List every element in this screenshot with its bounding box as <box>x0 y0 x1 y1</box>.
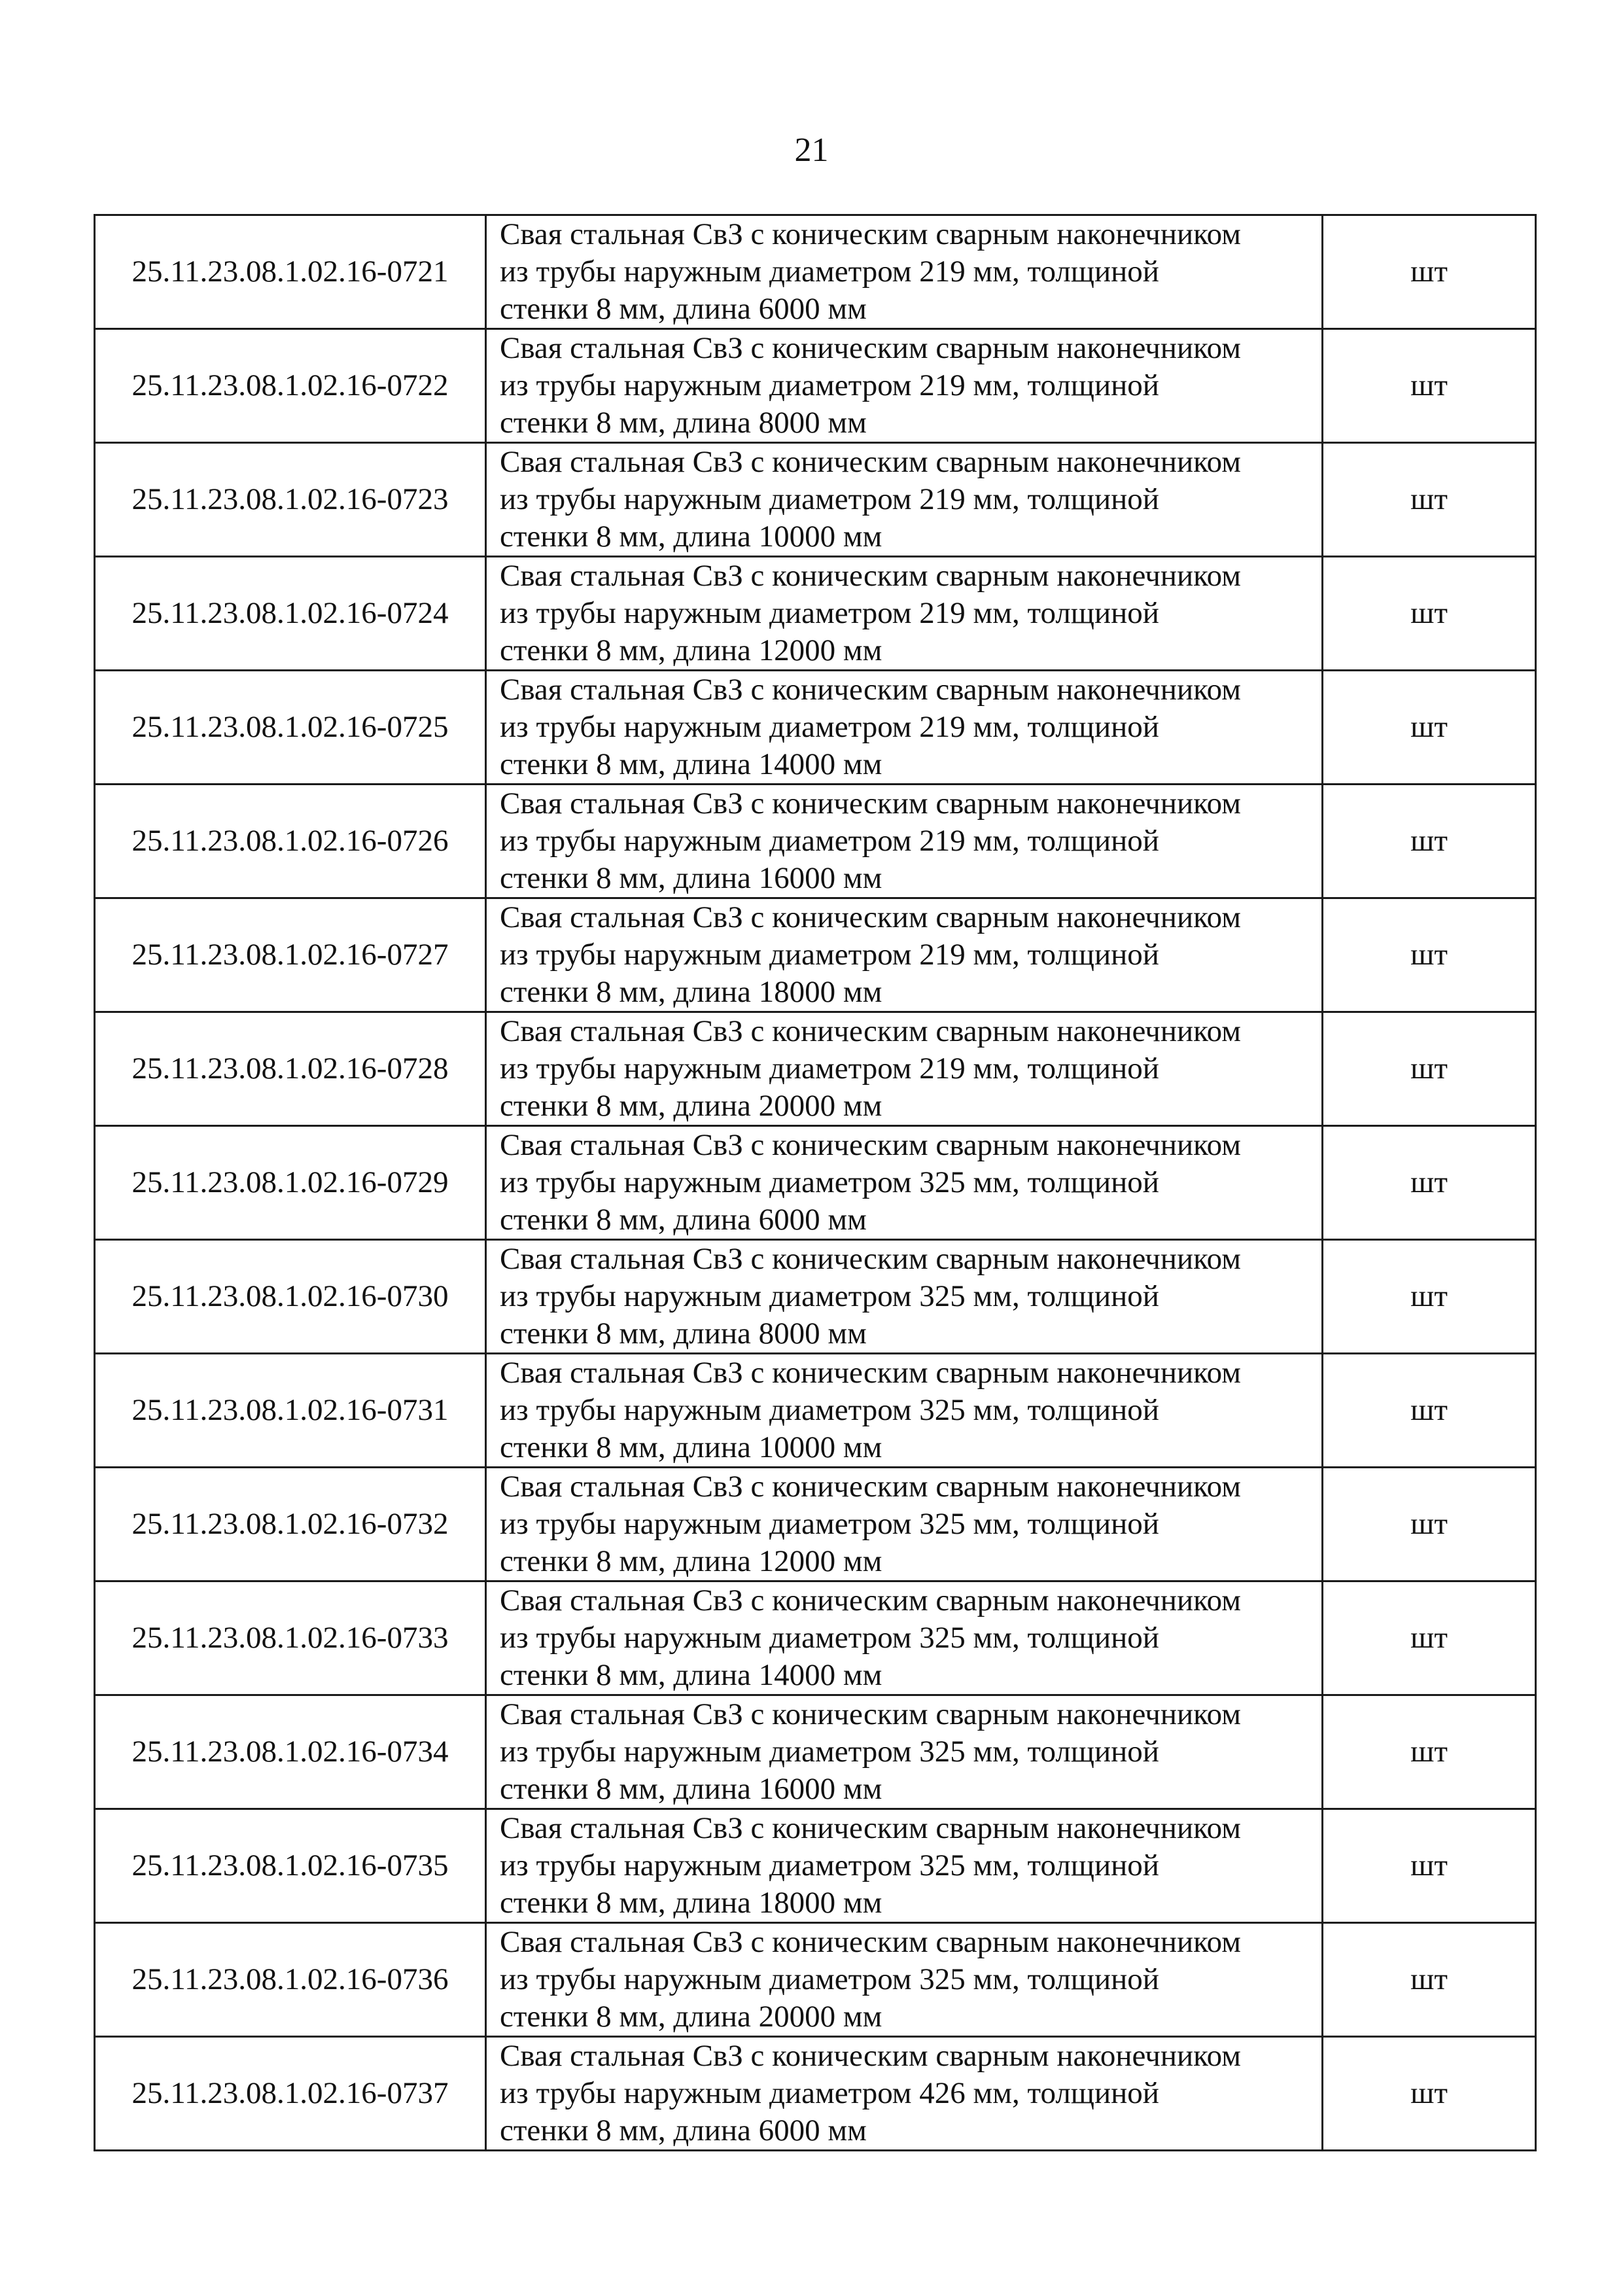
resource-name-line: стенки 8 мм, длина 8000 мм <box>500 406 867 440</box>
resource-name-cell <box>486 1809 1323 1923</box>
resource-name-line: из трубы наружным диаметром 325 мм, толщиной <box>500 1848 1159 1882</box>
resource-name-line: из трубы наружным диаметром 219 мм, толщиной <box>500 255 1159 289</box>
resource-name-line: из трубы наружным диаметром 219 мм, толщиной <box>500 482 1159 516</box>
unit-cell: шт <box>1323 215 1536 329</box>
resource-name-line: Свая стальная СвЗ с коническим сварным наконечником <box>500 786 1241 821</box>
resource-name-line: из трубы наружным диаметром 325 мм, толщиной <box>500 1507 1159 1541</box>
unit-cell: шт <box>1323 1695 1536 1809</box>
resource-name-line: Свая стальная СвЗ с коническим сварным наконечником <box>500 1583 1241 1617</box>
resource-name-cell <box>486 215 1323 329</box>
resource-code-cell: 25.11.23.08.1.02.16-0736 <box>95 1923 486 2037</box>
table-row <box>95 1012 1536 1126</box>
resource-name-cell <box>486 1581 1323 1695</box>
table-row <box>95 329 1536 443</box>
resource-name-cell <box>486 1468 1323 1581</box>
unit-cell: шт <box>1323 443 1536 557</box>
resource-name-line: Свая стальная СвЗ с коническим сварным наконечником <box>500 673 1241 707</box>
table-row <box>95 671 1536 785</box>
table-row <box>95 1240 1536 1354</box>
resource-name-line: стенки 8 мм, длина 12000 мм <box>500 633 882 667</box>
table-row <box>95 443 1536 557</box>
resource-name-line: Свая стальная СвЗ с коническим сварным наконечником <box>500 1128 1241 1162</box>
resource-code-cell: 25.11.23.08.1.02.16-0733 <box>95 1581 486 1695</box>
table-row <box>95 557 1536 671</box>
unit-cell: шт <box>1323 2037 1536 2151</box>
resource-name-line: стенки 8 мм, длина 18000 мм <box>500 1886 882 1920</box>
table-row <box>95 785 1536 898</box>
resource-name-line: Свая стальная СвЗ с коническим сварным наконечником <box>500 1925 1241 1959</box>
resource-name-line: Свая стальная СвЗ с коническим сварным наконечником <box>500 1470 1241 1504</box>
resource-name-line: Свая стальная СвЗ с коническим сварным наконечником <box>500 1242 1241 1276</box>
unit-cell: шт <box>1323 329 1536 443</box>
resource-name-line: Свая стальная СвЗ с коническим сварным наконечником <box>500 445 1241 479</box>
resource-name-cell <box>486 1695 1323 1809</box>
resource-code-cell: 25.11.23.08.1.02.16-0734 <box>95 1695 486 1809</box>
unit-cell: шт <box>1323 1354 1536 1468</box>
unit-cell: шт <box>1323 1240 1536 1354</box>
resource-name-line: стенки 8 мм, длина 12000 мм <box>500 1544 882 1578</box>
unit-cell: шт <box>1323 1468 1536 1581</box>
unit-cell: шт <box>1323 785 1536 898</box>
table-row <box>95 1354 1536 1468</box>
table-row <box>95 898 1536 1012</box>
table-row <box>95 1581 1536 1695</box>
page-number: 21 <box>794 132 829 169</box>
table-row <box>95 215 1536 329</box>
resource-name-cell <box>486 898 1323 1012</box>
unit-cell: шт <box>1323 1012 1536 1126</box>
resource-name-line: Свая стальная СвЗ с коническим сварным наконечником <box>500 1811 1241 1845</box>
unit-cell: шт <box>1323 1809 1536 1923</box>
resource-name-line: из трубы наружным диаметром 219 мм, толщиной <box>500 824 1159 858</box>
table-body <box>95 215 1536 2151</box>
resource-name-line: стенки 8 мм, длина 20000 мм <box>500 2000 882 2034</box>
resource-name-line: Свая стальная СвЗ с коническим сварным наконечником <box>500 1356 1241 1390</box>
resource-name-line: из трубы наружным диаметром 219 мм, толщиной <box>500 596 1159 630</box>
resource-name-line: Свая стальная СвЗ с коническим сварным наконечником <box>500 2039 1241 2073</box>
unit-cell: шт <box>1323 1581 1536 1695</box>
resource-code-cell: 25.11.23.08.1.02.16-0730 <box>95 1240 486 1354</box>
unit-cell: шт <box>1323 1126 1536 1240</box>
resource-name-cell <box>486 785 1323 898</box>
unit-cell: шт <box>1323 1923 1536 2037</box>
resource-name-line: из трубы наружным диаметром 219 мм, толщиной <box>500 938 1159 972</box>
table-row <box>95 1923 1536 2037</box>
resource-name-line: из трубы наружным диаметром 325 мм, толщиной <box>500 1165 1159 1199</box>
resource-name-cell <box>486 443 1323 557</box>
table-row <box>95 1695 1536 1809</box>
resource-name-line: стенки 8 мм, длина 14000 мм <box>500 1658 882 1692</box>
resource-name-line: стенки 8 мм, длина 8000 мм <box>500 1316 867 1351</box>
resource-code-cell: 25.11.23.08.1.02.16-0727 <box>95 898 486 1012</box>
resource-code-cell: 25.11.23.08.1.02.16-0731 <box>95 1354 486 1468</box>
resource-name-line: из трубы наружным диаметром 219 мм, толщиной <box>500 368 1159 402</box>
resource-code-cell: 25.11.23.08.1.02.16-0723 <box>95 443 486 557</box>
resource-name-cell <box>486 1923 1323 2037</box>
resource-code-cell: 25.11.23.08.1.02.16-0721 <box>95 215 486 329</box>
resource-code-cell: 25.11.23.08.1.02.16-0724 <box>95 557 486 671</box>
resource-name-line: из трубы наружным диаметром 219 мм, толщиной <box>500 710 1159 744</box>
resource-name-cell <box>486 1012 1323 1126</box>
resource-code-cell: 25.11.23.08.1.02.16-0722 <box>95 329 486 443</box>
resource-name-line: стенки 8 мм, длина 6000 мм <box>500 292 867 326</box>
table-row <box>95 1468 1536 1581</box>
resource-name-line: из трубы наружным диаметром 325 мм, толщиной <box>500 1621 1159 1655</box>
unit-cell: шт <box>1323 671 1536 785</box>
resource-name-line: стенки 8 мм, длина 6000 мм <box>500 1203 867 1237</box>
unit-cell: шт <box>1323 557 1536 671</box>
resource-name-line: стенки 8 мм, длина 10000 мм <box>500 520 882 554</box>
resource-name-line: из трубы наружным диаметром 219 мм, толщиной <box>500 1051 1159 1086</box>
resource-code-cell: 25.11.23.08.1.02.16-0726 <box>95 785 486 898</box>
resource-name-line: стенки 8 мм, длина 20000 мм <box>500 1089 882 1123</box>
resource-name-line: стенки 8 мм, длина 16000 мм <box>500 1772 882 1806</box>
resource-name-line: из трубы наружным диаметром 426 мм, толщиной <box>500 2076 1159 2110</box>
resource-name-line: стенки 8 мм, длина 10000 мм <box>500 1430 882 1464</box>
resource-name-line: Свая стальная СвЗ с коническим сварным наконечником <box>500 217 1241 251</box>
resource-code-cell: 25.11.23.08.1.02.16-0725 <box>95 671 486 785</box>
table-row <box>95 1126 1536 1240</box>
resource-name-cell <box>486 557 1323 671</box>
resource-code-cell: 25.11.23.08.1.02.16-0729 <box>95 1126 486 1240</box>
resource-name-cell <box>486 329 1323 443</box>
resource-name-cell <box>486 671 1323 785</box>
resource-name-line: Свая стальная СвЗ с коническим сварным наконечником <box>500 331 1241 365</box>
resource-name-line: из трубы наружным диаметром 325 мм, толщиной <box>500 1962 1159 1996</box>
resource-name-line: Свая стальная СвЗ с коническим сварным наконечником <box>500 900 1241 934</box>
resource-name-line: из трубы наружным диаметром 325 мм, толщиной <box>500 1393 1159 1427</box>
resource-name-line: стенки 8 мм, длина 16000 мм <box>500 861 882 895</box>
resource-name-line: из трубы наружным диаметром 325 мм, толщиной <box>500 1735 1159 1769</box>
resource-name-cell <box>486 1126 1323 1240</box>
resource-name-cell <box>486 2037 1323 2151</box>
resource-code-cell: 25.11.23.08.1.02.16-0735 <box>95 1809 486 1923</box>
resource-code-cell: 25.11.23.08.1.02.16-0728 <box>95 1012 486 1126</box>
table-row <box>95 1809 1536 1923</box>
table-row <box>95 2037 1536 2151</box>
resource-name-cell <box>486 1240 1323 1354</box>
resource-name-line: Свая стальная СвЗ с коническим сварным наконечником <box>500 1697 1241 1731</box>
resource-name-line: стенки 8 мм, длина 6000 мм <box>500 2113 867 2147</box>
resource-name-cell <box>486 1354 1323 1468</box>
resource-code-cell: 25.11.23.08.1.02.16-0737 <box>95 2037 486 2151</box>
resource-name-line: Свая стальная СвЗ с коническим сварным наконечником <box>500 559 1241 593</box>
resource-name-line: стенки 8 мм, длина 14000 мм <box>500 747 882 781</box>
unit-cell: шт <box>1323 898 1536 1012</box>
resource-code-cell: 25.11.23.08.1.02.16-0732 <box>95 1468 486 1581</box>
resource-table <box>94 214 1537 2151</box>
resource-name-line: из трубы наружным диаметром 325 мм, толщиной <box>500 1279 1159 1313</box>
resource-name-line: стенки 8 мм, длина 18000 мм <box>500 975 882 1009</box>
resource-name-line: Свая стальная СвЗ с коническим сварным наконечником <box>500 1014 1241 1048</box>
